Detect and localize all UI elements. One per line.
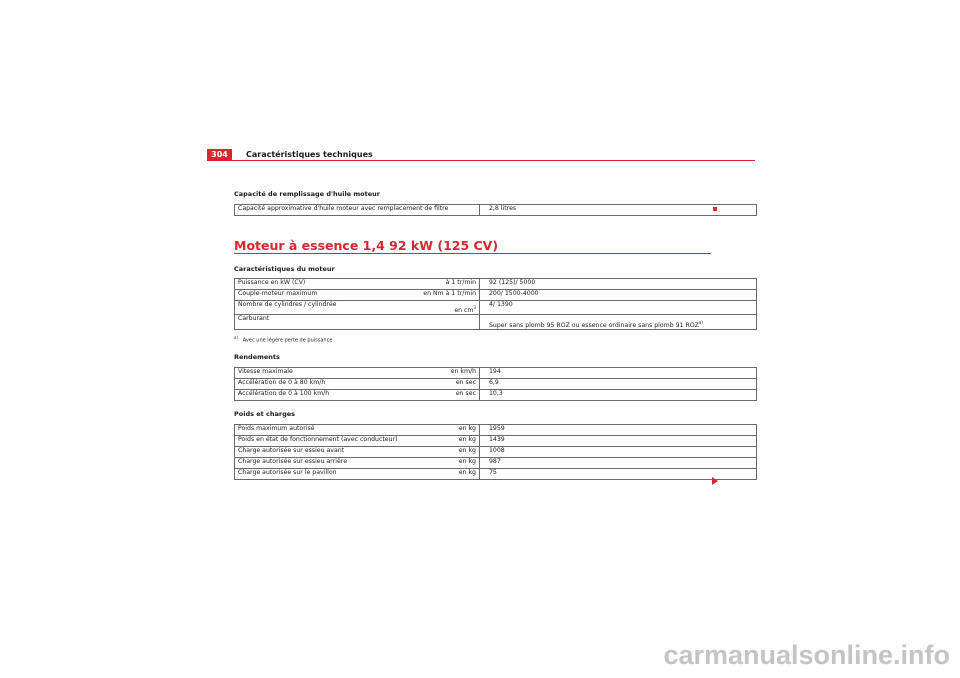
row-value: 987 xyxy=(480,458,757,469)
table-row xyxy=(235,436,757,447)
row-label: Puissance en kW (CV) xyxy=(238,279,306,286)
row-unit: en km/h xyxy=(450,368,476,375)
row-unit: en kg xyxy=(458,425,476,432)
row-unit: en sec xyxy=(455,390,476,397)
performance-table xyxy=(234,367,757,401)
row-unit: en Nm à 1 tr/min xyxy=(423,290,476,297)
table-row xyxy=(235,458,757,469)
row-value: 10,3 xyxy=(480,390,757,401)
weights-heading: Poids et charges xyxy=(234,410,296,418)
table-row xyxy=(235,379,757,390)
continue-arrow-icon xyxy=(712,477,718,485)
row-value: 4/ 1390 xyxy=(480,301,757,315)
row-unit: en kg xyxy=(458,469,476,476)
page-number: 304 xyxy=(207,149,232,161)
row-value: 1959 xyxy=(480,425,757,436)
table-row xyxy=(235,205,757,216)
engine-table xyxy=(234,278,757,330)
row-label: Charge autorisée sur essieu avant xyxy=(238,447,345,454)
page-header-title: Caractéristiques techniques xyxy=(246,150,373,159)
table-row xyxy=(235,390,757,401)
table-row xyxy=(235,301,757,315)
table-row xyxy=(235,290,757,301)
row-unit: à 1 tr/min xyxy=(445,279,476,286)
row-value: 75 xyxy=(480,469,757,480)
row-label: Accélération de 0 à 80 km/h xyxy=(238,379,326,386)
section-divider xyxy=(234,253,711,254)
row-value: Super sans plomb 95 ROZ ou essence ordinaire sans plomb 91 ROZ$^{a)}$ xyxy=(489,320,703,330)
row-value: 200/ 1500-4000 xyxy=(480,290,757,301)
row-unit: en kg xyxy=(458,447,476,454)
row-value: 194 xyxy=(480,368,757,379)
header-divider xyxy=(207,160,755,161)
row-value: 6,9 xyxy=(480,379,757,390)
row-unit: en kg xyxy=(458,458,476,465)
row-label: Couple-moteur maximum xyxy=(238,290,318,297)
row-label: Charge autorisée sur le pavillon xyxy=(238,469,337,476)
row-label: Nombre de cylindres / cylindrée xyxy=(238,301,337,308)
table-row xyxy=(235,469,757,480)
row-value: 1008 xyxy=(480,447,757,458)
row-unit: en sec xyxy=(455,379,476,386)
row-label: Accélération de 0 à 100 km/h xyxy=(238,390,330,397)
oil-capacity-heading: Capacité de remplissage d'huile moteur xyxy=(234,190,380,198)
row-value: 1439 xyxy=(480,436,757,447)
table-row xyxy=(235,447,757,458)
footnote: $^{a)}$ Avec une légère perte de puissance xyxy=(234,335,333,344)
table-row xyxy=(235,425,757,436)
oil-capacity-table xyxy=(234,204,757,216)
section-end-marker xyxy=(713,207,717,211)
watermark: carmanualsonline.info xyxy=(663,640,950,670)
row-unit: en $cm^3$ xyxy=(454,305,476,315)
table-row xyxy=(235,279,757,290)
row-label: Vitesse maximale xyxy=(238,368,293,375)
table-row xyxy=(235,315,757,330)
row-value: 92 (125)/ 5000 xyxy=(480,279,757,290)
row-label: Capacité approximative d'huile moteur avec remplacement de filtre xyxy=(238,205,449,212)
row-value: 2,8 litres xyxy=(480,205,757,216)
weights-table xyxy=(234,424,757,480)
section-title: Moteur à essence 1,4 92 kW (125 CV) xyxy=(234,238,499,253)
row-label: Carburant xyxy=(238,315,270,323)
row-label: Poids en état de fonctionnement (avec conducteur) xyxy=(238,436,398,443)
row-label: Charge autorisée sur essieu arrière xyxy=(238,458,347,465)
row-label: Poids maximum autorisé xyxy=(238,425,315,432)
table-row xyxy=(235,368,757,379)
performance-heading: Rendements xyxy=(234,353,280,361)
engine-heading: Caractéristiques du moteur xyxy=(234,265,335,273)
row-unit: en kg xyxy=(458,436,476,443)
